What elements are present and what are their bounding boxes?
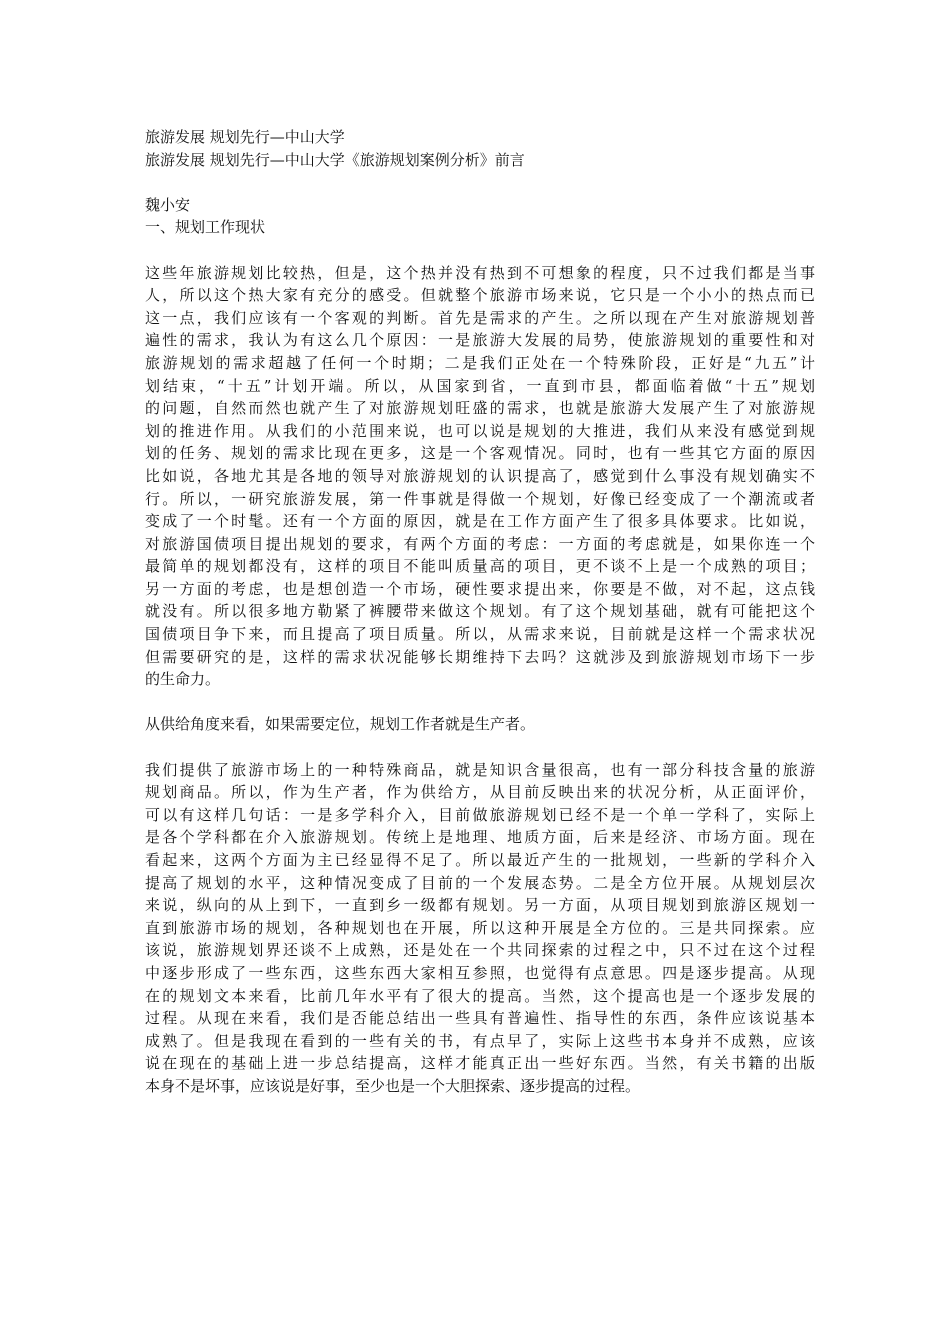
section-heading: 一、规划工作现状 bbox=[145, 218, 266, 237]
document-title-line-1: 旅游发展 规划先行—中山大学 bbox=[145, 128, 345, 146]
paragraph-line: 本身不是坏事，应该说是好事，至少也是一个大胆探索、逐步提高的过程。 bbox=[145, 1076, 641, 1095]
paragraph-line: 来说，纵向的从上到下，一直到乡一级都有规划。另一方面，从项目规划到旅游区规划一 bbox=[145, 896, 815, 915]
paragraph-line: 旅游规划的需求超越了任何一个时期；二是我们正处在一个特殊阶段，正好是“九五”计 bbox=[145, 353, 815, 372]
paragraph-line: 从供给角度来看，如果需要定位，规划工作者就是生产者。 bbox=[145, 715, 536, 734]
paragraph-line: 过程。从现在来看，我们是否能总结出一些具有普遍性、指导性的东西，条件应该说基本 bbox=[145, 1009, 815, 1028]
paragraph-line: 行。所以，一研究旅游发展，第一件事就是得做一个规划，好像已经变成了一个潮流或者 bbox=[145, 489, 815, 508]
paragraph-line: 规划商品。所以，作为生产者，作为供给方，从目前反映出来的状况分析，从正面评价， bbox=[145, 783, 815, 802]
paragraph-supply bbox=[145, 713, 815, 736]
paragraph-line: 提高了规划的水平，这种情况变成了目前的一个发展态势。二是全方位开展。从规划层次 bbox=[145, 873, 815, 892]
paragraph-line: 划的任务、规划的需求比现在更多，这是一个客观情况。同时，也有一些其它方面的原因 bbox=[145, 444, 815, 463]
blank-line bbox=[145, 691, 815, 714]
paragraph-line: 直到旅游市场的规划，各种规划也在开展，所以这种开展是全方位的。三是共同探索。应 bbox=[145, 918, 815, 937]
blank-line bbox=[145, 171, 815, 194]
paragraph-line: 最简单的规划都没有，这样的项目不能叫质量高的项目，更不谈不上是一个成熟的项目； bbox=[145, 557, 815, 576]
paragraph-line: 划结束，“十五”计划开端。所以，从国家到省，一直到市县，都面临着做“十五”规划 bbox=[145, 376, 815, 395]
paragraph-line: 人，所以这个热大家有充分的感受。但就整个旅游市场来说，它只是一个小小的热点而已 bbox=[145, 286, 815, 305]
blank-line bbox=[145, 239, 815, 262]
paragraph-demand bbox=[145, 262, 815, 691]
paragraph-line: 另一方面的考虑，也是想创造一个市场，硬性要求提出来，你要是不做，对不起，这点钱 bbox=[145, 579, 815, 598]
paragraph-line: 在的规划文本来看，比前几年水平有了很大的提高。当然，这个提高也是一个逐步发展的 bbox=[145, 986, 815, 1005]
paragraph-line: 遍性的需求，我认为有这么几个原因：一是旅游大发展的局势，使旅游规划的重要性和对 bbox=[145, 331, 815, 350]
blank-line bbox=[145, 736, 815, 759]
paragraph-line: 看起来，这两个方面为主已经显得不足了。所以最近产生的一批规划，一些新的学科介入 bbox=[145, 851, 815, 869]
paragraph-line: 这些年旅游规划比较热，但是，这个热并没有热到不可想象的程度，只不过我们都是当事 bbox=[145, 263, 815, 282]
paragraph-line: 可以有这样几句话：一是多学科介入，目前做旅游规划已经不是一个单一学科了，实际上 bbox=[145, 805, 815, 824]
author-name: 魏小安 bbox=[145, 195, 191, 214]
paragraph-line: 就没有。所以很多地方勒紧了裤腰带来做这个规划。有了这个规划基础，就有可能把这个 bbox=[145, 602, 815, 621]
paragraph-products bbox=[145, 759, 815, 1098]
paragraph-line: 变成了一个时髦。还有一个方面的原因，就是在工作方面产生了很多具体要求。比如说， bbox=[145, 512, 815, 531]
paragraph-line: 国债项目争下来，而且提高了项目质量。所以，从需求来说，目前就是这样一个需求状况 bbox=[145, 625, 815, 644]
document-title-line-2: 旅游发展 规划先行—中山大学《旅游规划案例分析》前言 bbox=[145, 150, 525, 169]
paragraph-line: 成熟了。但是我现在看到的一些有关的书，有点早了，实际上这些书本身并不成熟，应该 bbox=[145, 1031, 815, 1050]
paragraph-line: 这一点，我们应该有一个客观的判断。首先是需求的产生。之所以现在产生对旅游规划普 bbox=[145, 308, 815, 327]
paragraph-line: 该说，旅游规划界还谈不上成熟，还是处在一个共同探索的过程之中，只不过在这个过程 bbox=[145, 941, 815, 960]
paragraph-line: 说在现在的基础上进一步总结提高，这样才能真正出一些好东西。当然，有关书籍的出版 bbox=[145, 1054, 815, 1073]
paragraph-line: 中逐步形成了一些东西，这些东西大家相互参照，也觉得有点意思。四是逐步提高。从现 bbox=[145, 963, 815, 982]
paragraph-line: 但需要研究的是，这样的需求状况能够长期维持下去吗？这就涉及到旅游规划市场下一步 bbox=[145, 647, 815, 666]
paragraph-line: 的生命力。 bbox=[145, 670, 221, 689]
paragraph-line: 我们提供了旅游市场上的一种特殊商品，就是知识含量很高，也有一部分科技含量的旅游 bbox=[145, 760, 815, 779]
document-body bbox=[145, 126, 815, 1098]
paragraph-line: 的问题，自然而然也就产生了对旅游规划旺盛的需求，也就是旅游大发展产生了对旅游规 bbox=[145, 399, 815, 418]
paragraph-line: 比如说，各地尤其是各地的领导对旅游规划的认识提高了，感觉到什么事没有规划确实不 bbox=[145, 466, 815, 485]
paragraph-line: 对旅游国债项目提出规划的要求，有两个方面的考虑：一方面的考虑就是，如果你连一个 bbox=[145, 534, 815, 553]
paragraph-line: 划的推进作用。从我们的小范围来说，也可以说是规划的大推进，我们从来没有感觉到规 bbox=[145, 421, 815, 440]
paragraph-line: 是各个学科都在介入旅游规划。传统上是地理、地质方面，后来是经济、市场方面。现在 bbox=[145, 828, 815, 847]
